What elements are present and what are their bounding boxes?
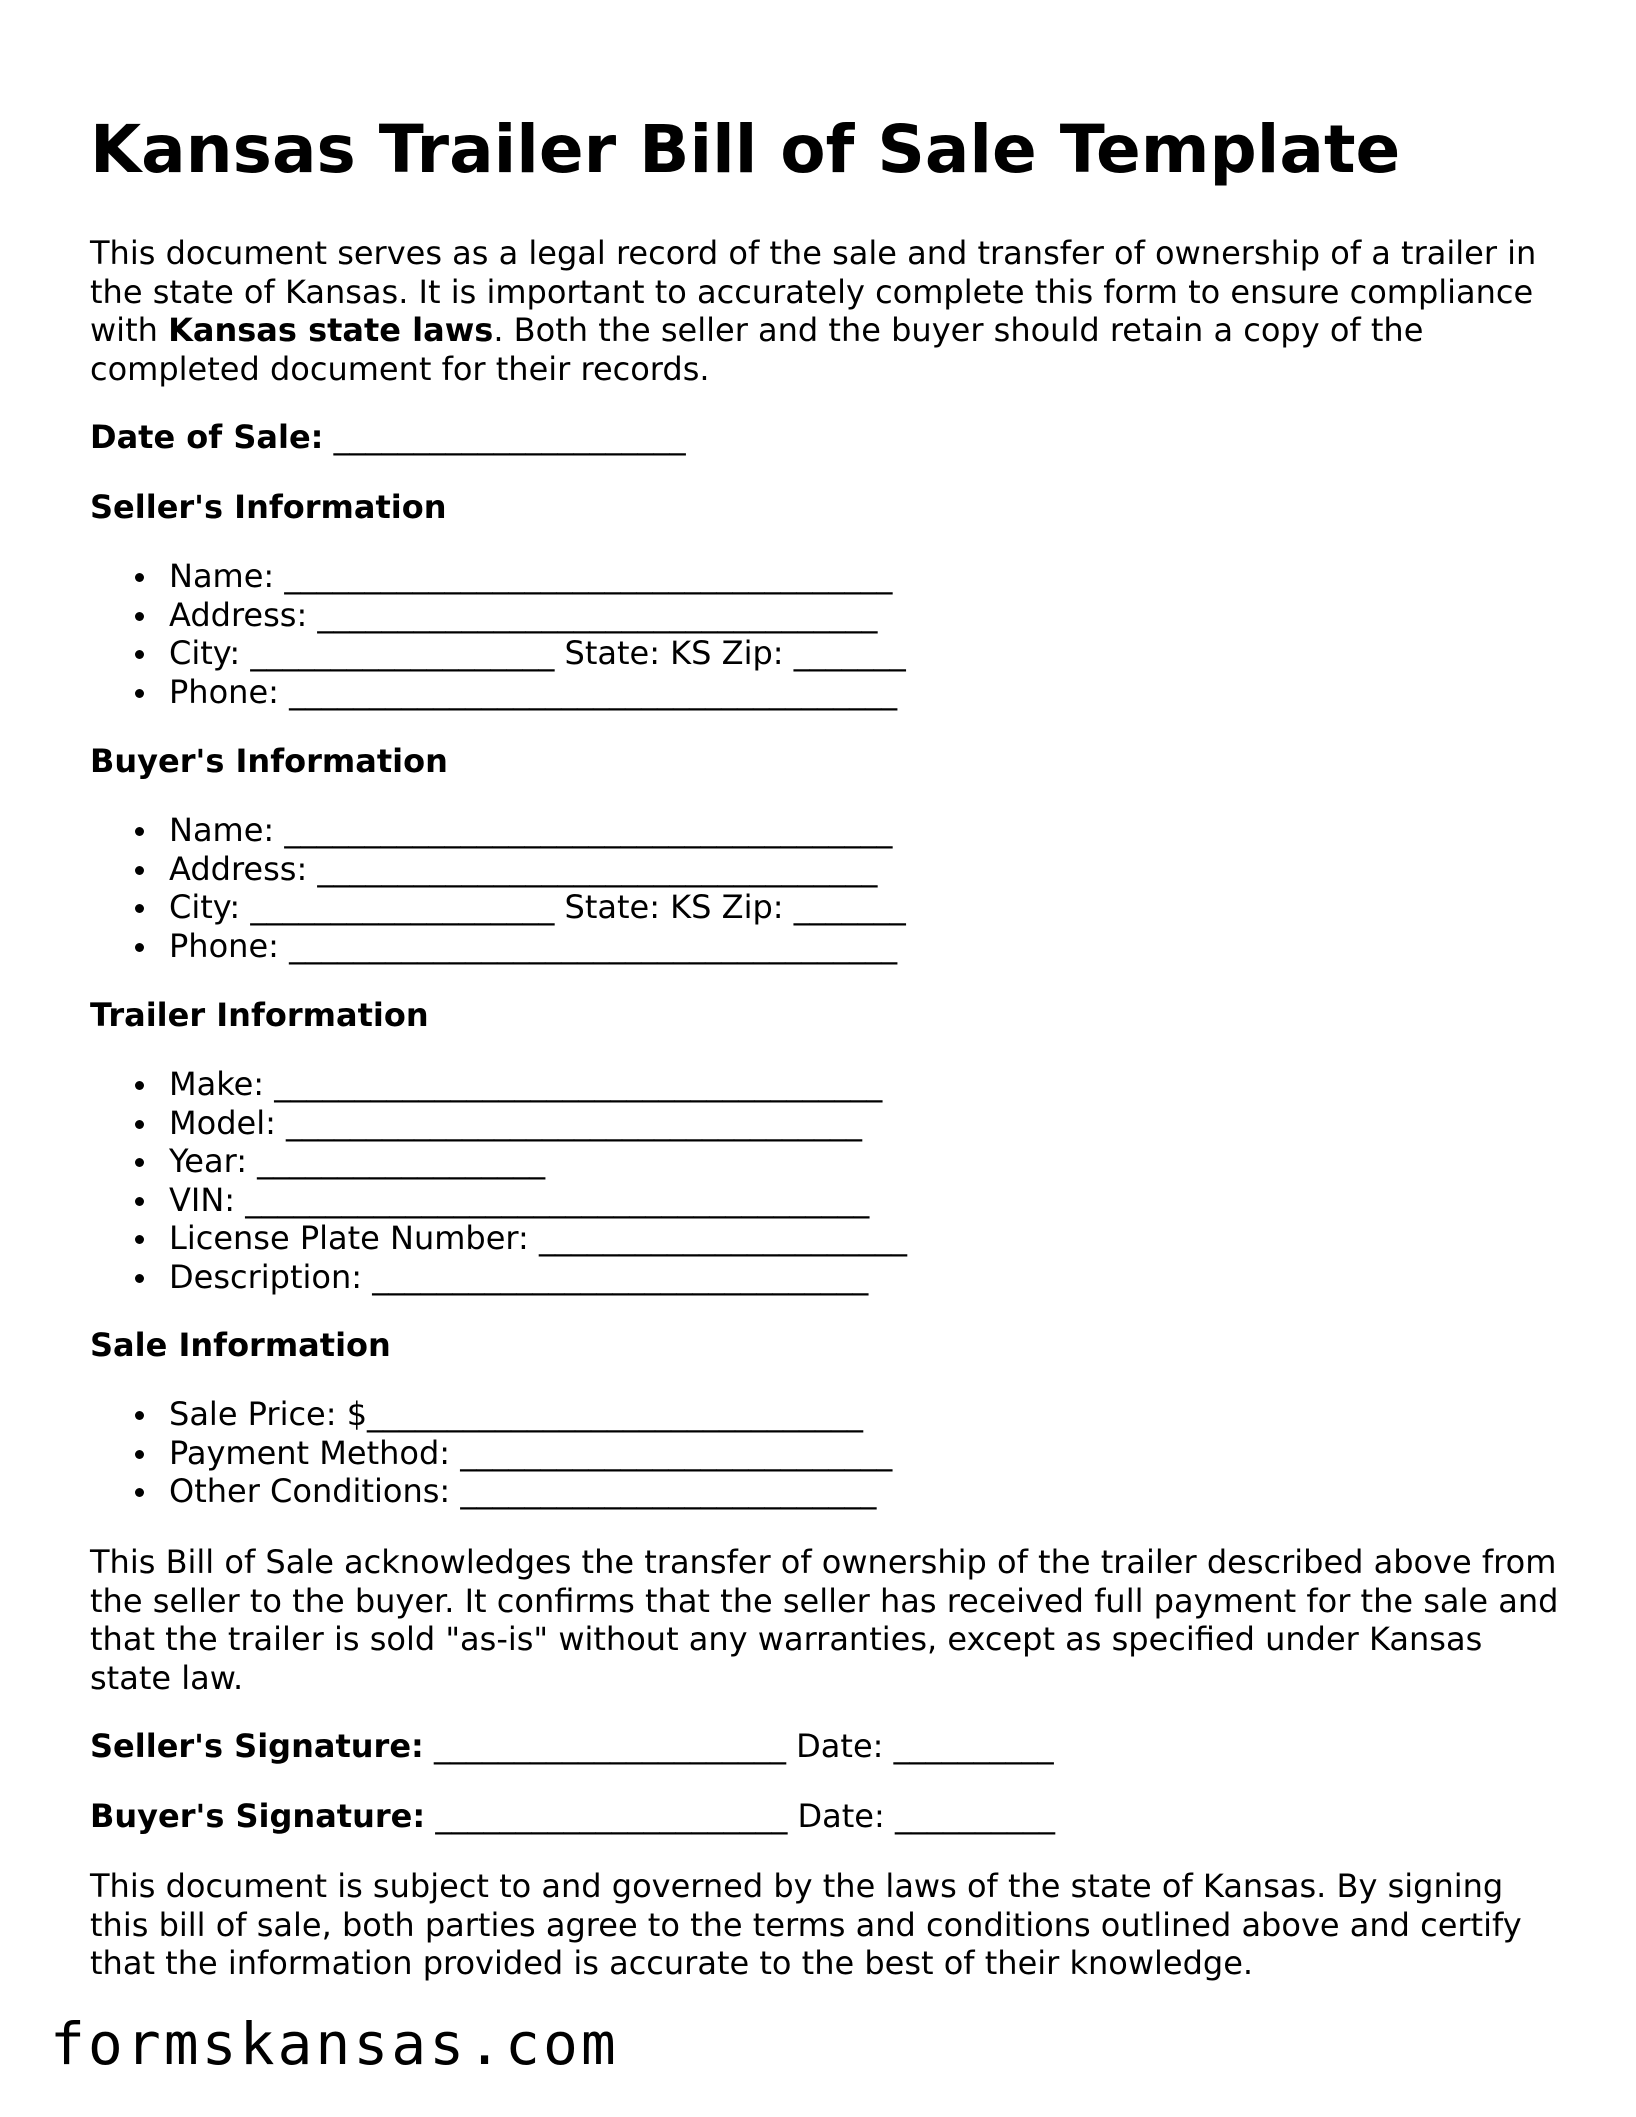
buyer-address-field[interactable]: Address: ___________________________________ bbox=[90, 850, 906, 889]
trailer-info-list bbox=[90, 1065, 907, 1296]
buyer-info-list bbox=[90, 811, 906, 965]
buyer-signature-line bbox=[90, 1797, 1055, 1835]
trailer-section-heading: Trailer Information bbox=[90, 996, 429, 1034]
trailer-year-field[interactable]: Year: __________________ bbox=[90, 1142, 907, 1181]
buyer-name-field[interactable]: Name: ______________________________________ bbox=[90, 811, 906, 850]
trailer-make-field[interactable]: Make: ______________________________________ bbox=[90, 1065, 907, 1104]
seller-signature-field[interactable]: ______________________ Date: __________ bbox=[433, 1727, 1054, 1765]
trailer-model-field[interactable]: Model: ____________________________________ bbox=[90, 1104, 907, 1143]
intro-paragraph bbox=[90, 234, 1560, 388]
seller-signature-label: Seller's Signature: bbox=[90, 1727, 424, 1765]
intro-bold-text: Kansas state laws bbox=[168, 311, 494, 349]
other-conditions-field[interactable]: Other Conditions: __________________________ bbox=[90, 1472, 892, 1511]
seller-signature-line bbox=[90, 1727, 1054, 1765]
sale-price-field[interactable]: Sale Price: $_______________________________ bbox=[90, 1395, 892, 1434]
buyer-signature-label: Buyer's Signature: bbox=[90, 1797, 426, 1835]
date-of-sale-line bbox=[90, 418, 686, 456]
buyer-section-heading: Buyer's Information bbox=[90, 742, 448, 780]
buyer-city-state-zip-field[interactable]: City: ___________________ State: KS Zip: _______ bbox=[90, 888, 906, 927]
buyer-signature-field[interactable]: ______________________ Date: __________ bbox=[435, 1797, 1055, 1835]
intro-text-1: This document serves as a legal record of the sale and transfer of ownership of a trailer in the state of Kansas. It is important to accurately complete this form to ensure compliance with bbox=[90, 234, 1537, 349]
seller-info-list bbox=[90, 557, 906, 711]
intro-text-2: . Both the seller and the buyer should retain a copy of the completed document for their records. bbox=[90, 311, 1424, 388]
trailer-vin-field[interactable]: VIN: _______________________________________ bbox=[90, 1181, 907, 1220]
seller-address-field[interactable]: Address: ___________________________________ bbox=[90, 596, 906, 635]
seller-city-state-zip-field[interactable]: City: ___________________ State: KS Zip: _______ bbox=[90, 634, 906, 673]
document-title: Kansas Trailer Bill of Sale Template bbox=[90, 111, 1401, 188]
seller-name-field[interactable]: Name: ______________________________________ bbox=[90, 557, 906, 596]
trailer-license-plate-field[interactable]: License Plate Number: _______________________ bbox=[90, 1219, 907, 1258]
buyer-phone-field[interactable]: Phone: ______________________________________ bbox=[90, 927, 906, 966]
payment-method-field[interactable]: Payment Method: ___________________________ bbox=[90, 1434, 892, 1473]
date-of-sale-label: Date of Sale: bbox=[90, 418, 324, 456]
sale-info-list bbox=[90, 1395, 892, 1511]
seller-section-heading: Seller's Information bbox=[90, 488, 447, 526]
seller-phone-field[interactable]: Phone: ______________________________________ bbox=[90, 673, 906, 712]
site-watermark: formskansas.com bbox=[50, 2010, 619, 2078]
trailer-description-field[interactable]: Description: _______________________________ bbox=[90, 1258, 907, 1297]
acknowledgement-paragraph: This Bill of Sale acknowledges the transfer of ownership of the trailer described above from the seller to the buyer. It confirms that the seller has received full payment for the sale and that the trailer is sold "as-is" without any warranties, except as specified under Kansas state law. bbox=[90, 1543, 1559, 1697]
closing-paragraph: This document is subject to and governed by the laws of the state of Kansas. By signing this bill of sale, both parties agree to the terms and conditions outlined above and certify that the information provided is accurate to the best of their knowledge. bbox=[90, 1867, 1522, 1982]
sale-section-heading: Sale Information bbox=[90, 1326, 391, 1364]
date-of-sale-field[interactable]: ______________________ bbox=[333, 418, 686, 456]
